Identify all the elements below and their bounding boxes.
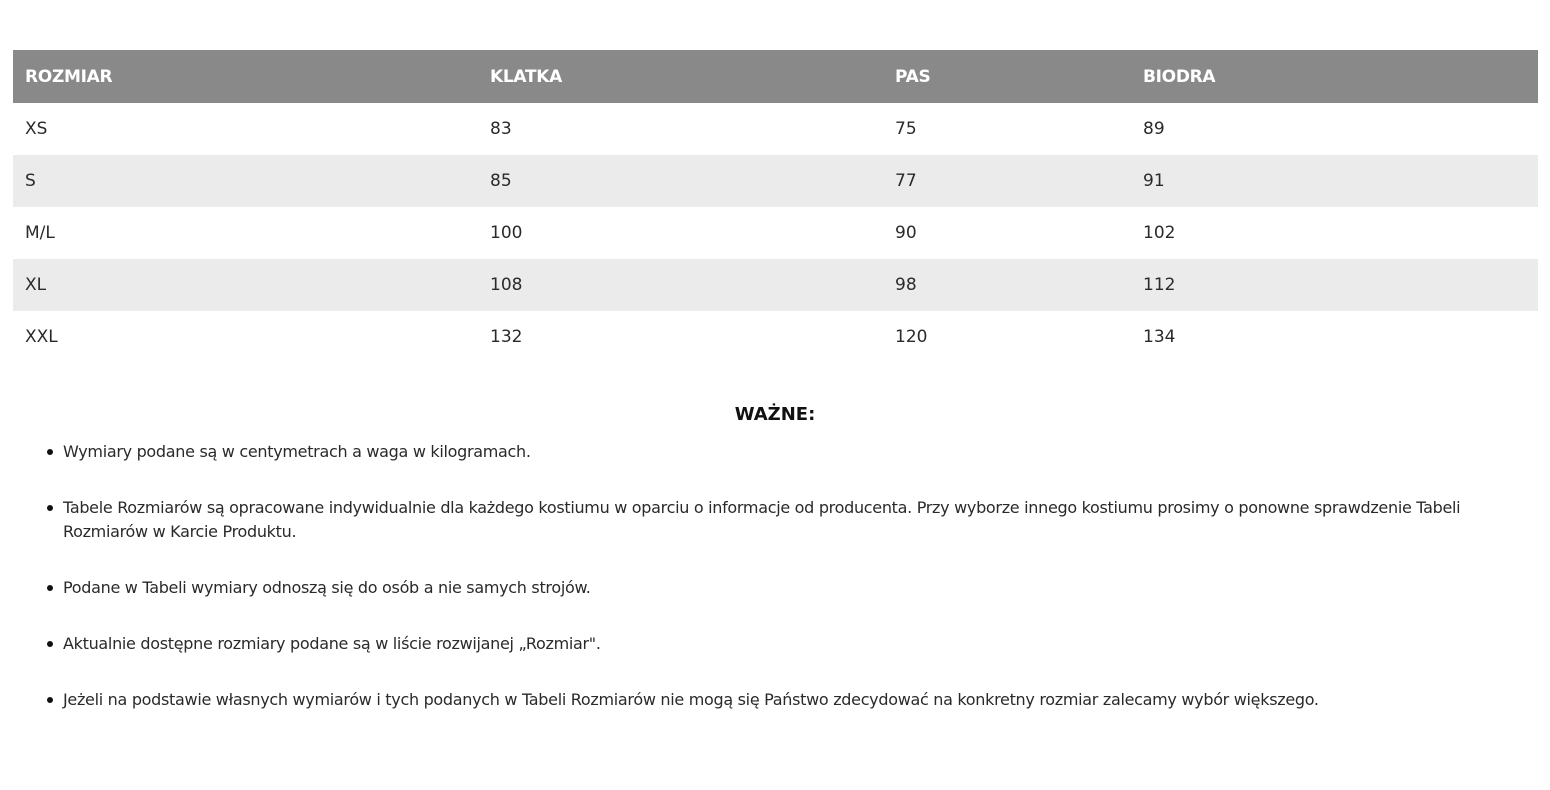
cell-hips: 91 <box>1131 155 1538 207</box>
list-item: Tabele Rozmiarów są opracowane indywidualnie dla każdego kostiumu w oparciu o informacje od producenta. Przy wyborze innego kostiumu prosimy o ponowne sprawdzenie Tabeli Rozmiarów w Karcie Produktu. <box>40 496 1510 544</box>
cell-waist: 77 <box>883 155 1131 207</box>
cell-hips: 134 <box>1131 311 1538 363</box>
table-row <box>13 311 1538 363</box>
size-table <box>13 50 1538 363</box>
column-header-hips: BIODRA <box>1131 50 1538 103</box>
cell-size: M/L <box>13 207 478 259</box>
table-row <box>13 155 1538 207</box>
cell-chest: 85 <box>478 155 883 207</box>
important-heading: WAŻNE: <box>734 404 816 425</box>
list-item: Jeżeli na podstawie własnych wymiarów i tych podanych w Tabeli Rozmiarów nie mogą się Państwo zdecydować na konkretny rozmiar zalecamy wybór większego. <box>40 688 1510 712</box>
cell-chest: 83 <box>478 103 883 155</box>
cell-size: XS <box>13 103 478 155</box>
cell-size: XL <box>13 259 478 311</box>
column-header-waist: PAS <box>883 50 1131 103</box>
column-header-size: ROZMIAR <box>13 50 478 103</box>
cell-waist: 90 <box>883 207 1131 259</box>
table-row <box>13 103 1538 155</box>
list-item: Podane w Tabeli wymiary odnoszą się do osób a nie samych strojów. <box>40 576 1510 600</box>
cell-size: S <box>13 155 478 207</box>
table-header-row <box>13 50 1538 103</box>
cell-chest: 132 <box>478 311 883 363</box>
cell-hips: 102 <box>1131 207 1538 259</box>
column-header-chest: KLATKA <box>478 50 883 103</box>
cell-waist: 98 <box>883 259 1131 311</box>
cell-hips: 89 <box>1131 103 1538 155</box>
list-item: Wymiary podane są w centymetrach a waga w kilogramach. <box>40 440 1510 464</box>
cell-size: XXL <box>13 311 478 363</box>
list-item: Aktualnie dostępne rozmiary podane są w liście rozwijanej „Rozmiar". <box>40 632 1510 656</box>
cell-waist: 120 <box>883 311 1131 363</box>
important-notes-list <box>40 440 1510 712</box>
table-row <box>13 207 1538 259</box>
table-row <box>13 259 1538 311</box>
cell-chest: 108 <box>478 259 883 311</box>
cell-hips: 112 <box>1131 259 1538 311</box>
cell-waist: 75 <box>883 103 1131 155</box>
cell-chest: 100 <box>478 207 883 259</box>
